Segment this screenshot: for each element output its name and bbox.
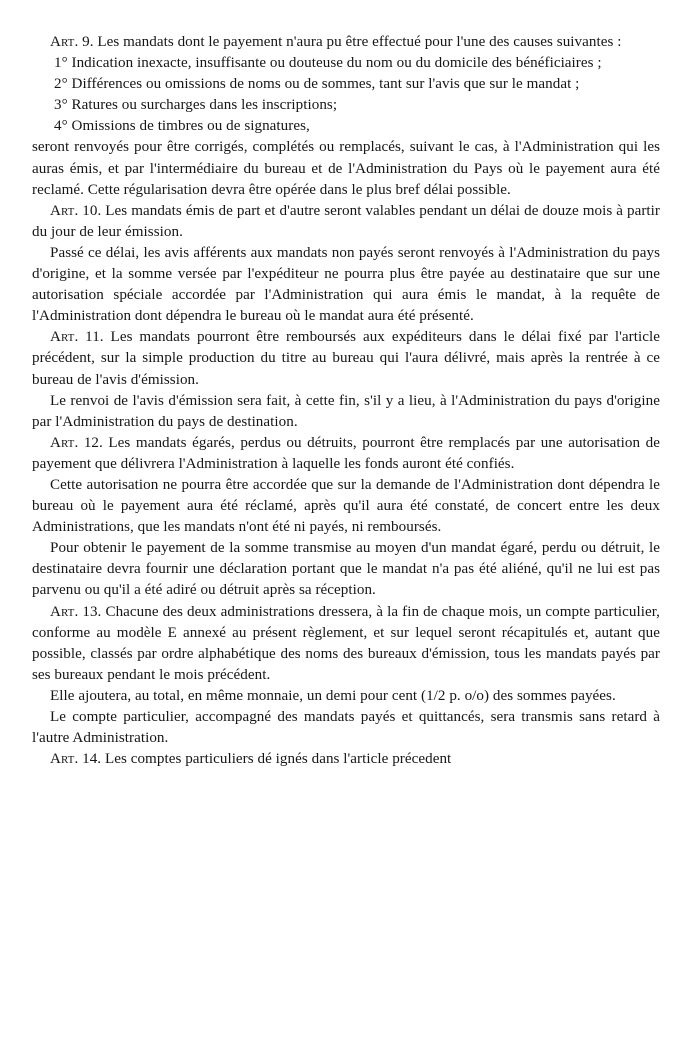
paragraph-text: Les mandats pourront être remboursés aux expéditeurs dans le délai fixé par l'article précédent, sur la simple production du titre au bureau qui l'aura délivré, mais après la rentrée à ce bureau de l'avis d'émission.	[32, 329, 660, 388]
article-13-paragraph-2: Elle ajoutera, au total, en même monnaie, un demi pour cent (1/2 p. o/o) des sommes payées.	[50, 687, 616, 704]
article-heading: Art. 10.	[50, 202, 102, 219]
list-item-2: 2° Différences ou omissions de noms ou de sommes, tant sur l'avis que sur le mandat ;	[54, 76, 580, 93]
article-10-paragraph: Passé ce délai, les avis afférents aux mandats non payés seront renvoyés à l'Administration du pays d'origine, et la somme versée par l'expéditeur ne pourra plus être payée au destinataire que sur une autorisation spéciale accordée par l'Administration qui aura émis le mandat, à la requête de l'Administration dont dépendra le bureau où le mandat aura été présenté.	[32, 244, 660, 325]
article-heading: Art. 9.	[50, 34, 94, 50]
article-11-paragraph: Le renvoi de l'avis d'émission sera fait, à cette fin, s'il y a lieu, à l'Administration du pays d'origine par l'Administration du pays de destination.	[32, 392, 660, 430]
article-14	[32, 749, 660, 770]
article-10	[32, 201, 660, 243]
paragraph-text: Les comptes particuliers dé ignés dans l'article précedent	[101, 751, 452, 768]
article-9-intro	[32, 32, 660, 53]
list-item-4: 4° Omissions de timbres ou de signatures,	[54, 118, 310, 135]
paragraph-text: Les mandats émis de part et d'autre seront valables pendant un délai de douze mois à partir du jour de leur émission.	[32, 202, 660, 240]
article-heading: Art. 11.	[50, 329, 104, 346]
article-13-paragraph-3: Le compte particulier, accompagné des mandats payés et quittancés, sera transmis sans retard à l'autre Administration.	[32, 709, 660, 747]
list-item-1: 1° Indication inexacte, insuffisante ou douteuse du nom ou du domicile des bénéficiaires ;	[54, 55, 602, 72]
paragraph-text: Les mandats égarés, perdus ou détruits, pourront être remplacés par une autorisation de payement que délivrera l'Administration à laquelle les fonds auront été confiés.	[32, 434, 660, 472]
list-item-3: 3° Ratures ou surcharges dans les inscriptions;	[54, 97, 338, 114]
paragraph-text: Les mandats dont le payement n'aura pu être effectué pour l'une des causes suivantes :	[93, 34, 622, 50]
document-page	[32, 32, 660, 770]
article-9-conclusion: seront renvoyés pour être corrigés, complétés ou remplacés, suivant le cas, à l'Administration qui les auras émis, et par l'intermédiaire du bureau et de l'Administration du Pays où le payement aura été reclamé. Cette régularisation devra être opérée dans le plus bref délai possible.	[32, 139, 660, 198]
paragraph-text: Chacune des deux administrations dressera, à la fin de chaque mois, un compte particulier, conforme au modèle E annexé au présent règlement, et sur lequel seront récapitulés et, autant que possible, classés par ordre alphabétique des noms des bureaux d'émission, tous les mandats payés par ses bureaux pendant le mois précédent.	[32, 603, 660, 683]
article-12-paragraph-3: Pour obtenir le payement de la somme transmise au moyen d'un mandat égaré, perdu ou détruit, le destinataire devra fournir une déclaration portant que le mandat n'a pas été aliéné, qu'il ne lui est pas parvenu ou qu'il a été adiré ou détruit après sa réception.	[32, 540, 660, 599]
article-heading: Art. 12.	[50, 434, 103, 451]
article-12	[32, 433, 660, 475]
article-11	[32, 327, 660, 390]
article-13	[32, 602, 660, 686]
article-heading: Art. 13.	[50, 603, 102, 620]
article-12-paragraph-2: Cette autorisation ne pourra être accordée que sur la demande de l'Administration dont dépendra le bureau où le payement aura été réclamé, après qu'il aura été constaté, de concert entre les deux Administrations, que les mandats n'ont été ni payés, ni remboursés.	[32, 476, 660, 536]
article-heading: Art. 14.	[50, 751, 102, 768]
